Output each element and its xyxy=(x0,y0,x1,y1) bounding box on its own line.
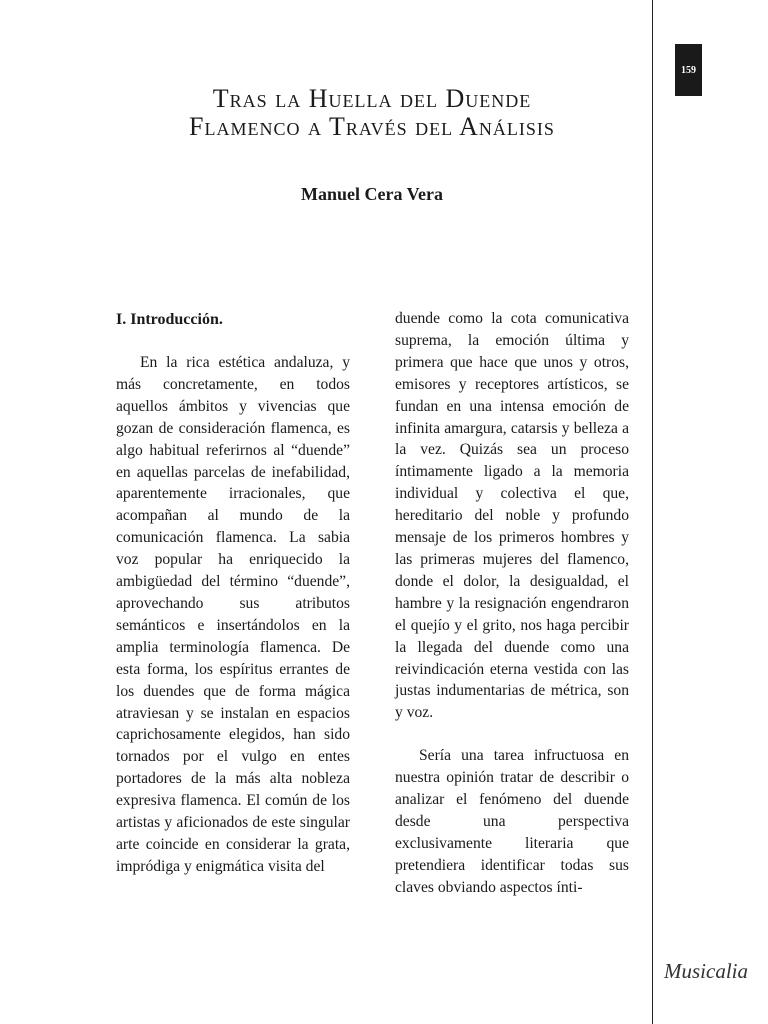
paragraph-intro: En la rica estética andaluza, y más concretamente, en todos aquellos ámbitos y vivencias que gozan de consideración flamenca, es algo habitual referirnos al “duende” en aquellas parcelas de inefabilidad, aparentemente irracionales, que acompañan al mundo de la comunicación flamenca. La sabia voz popular ha enriquecido la ambigüedad del término “duende”, aprovechando sus atributos semánticos e insertándolos en la amplia terminología flamenca. De esta forma, los espíritus errantes de los duendes que de forma mágica atraviesan y se instalan en espacios caprichosamente elegidos, han sido tornados por el vulgo en entes portadores de la más alta nobleza expresiva flamenca. El común de los artistas y aficionados de este singular arte coincide en considerar la grata, impródiga y enigmática visita del xyxy=(116,354,350,875)
paragraph-intro-continued: duende como la cota comunicativa suprema, la emoción última y primera que hace que unos y otros, emisores y receptores artísticos, se fundan en una intensa emoción de infinita amargura, catarsis y belleza a la vez. Quizás sea un proceso íntimamente ligado a la memoria individual y colectiva el que, hereditario del noble y profundo mensaje de los primeros hombres y las primeras mujeres del flamenco, donde el dolor, la desigualdad, el hambre y la resignación engendraron el quejío y el grito, nos haga percibir la llegada del duende como una reivindicación eterna vestida con las justas indumentarias de métrica, son y voz. xyxy=(395,310,629,722)
section-heading: I. Introducción. xyxy=(116,311,223,328)
author-name: Manuel Cera Vera xyxy=(301,184,443,204)
article-title-line-1: Tras la Huella del Duende xyxy=(212,84,532,113)
musicalia-logo xyxy=(660,954,760,988)
logo-text: Musicalia xyxy=(664,959,748,983)
right-column xyxy=(395,308,629,899)
vertical-margin-rule xyxy=(652,0,653,1024)
article-title-line-2: Flamenco a Través del Análisis xyxy=(189,112,555,141)
left-column xyxy=(116,308,350,878)
paragraph-second: Sería una tarea infructuosa en nuestra opinión tratar de describir o analizar el fenómeno del duende desde una perspectiva exclusivamente literaria que pretendiera identificar todas sus claves obviando aspectos ínti- xyxy=(395,747,629,896)
page-number: 159 xyxy=(675,44,702,96)
